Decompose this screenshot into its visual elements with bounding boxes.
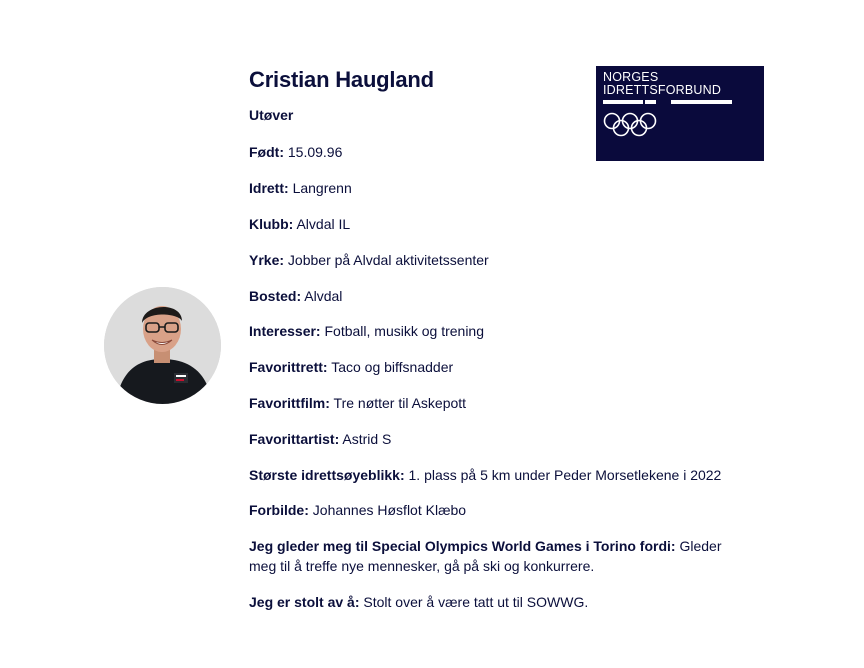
field-label: Klubb: xyxy=(249,216,294,232)
field-favorite-artist xyxy=(249,429,739,449)
field-label: Interesser: xyxy=(249,323,321,339)
field-club xyxy=(249,214,739,234)
athlete-name: Cristian Haugland xyxy=(249,67,434,92)
field-value: Alvdal IL xyxy=(296,216,351,232)
field-label: Yrke: xyxy=(249,252,285,268)
field-value: Astrid S xyxy=(342,431,392,447)
field-label: Største idrettsøyeblikk: xyxy=(249,467,405,483)
athlete-photo xyxy=(104,287,221,404)
field-value: 1. plass på 5 km under Peder Morsetlekene i 2022 xyxy=(408,467,722,483)
field-favorite-dish xyxy=(249,357,739,377)
field-value: Stolt over å være tatt ut til SOWWG. xyxy=(363,594,589,610)
field-interests xyxy=(249,321,739,341)
field-best-moment xyxy=(249,465,739,485)
field-label: Favorittartist: xyxy=(249,431,340,447)
field-sport xyxy=(249,178,739,198)
field-value: Taco og biffsnadder xyxy=(331,359,454,375)
field-label: Favorittfilm: xyxy=(249,395,330,411)
field-value: Langrenn xyxy=(292,180,352,196)
field-label: Jeg gleder meg til Special Olympics World Games i Torino fordi: xyxy=(249,538,676,554)
athlete-role: Utøver xyxy=(249,107,294,123)
field-residence xyxy=(249,286,739,306)
field-value: Jobber på Alvdal aktivitetssenter xyxy=(287,252,489,268)
field-label: Forbilde: xyxy=(249,502,309,518)
field-label: Idrett: xyxy=(249,180,289,196)
field-label: Jeg er stolt av å: xyxy=(249,594,360,610)
field-role-model xyxy=(249,500,739,520)
athlete-portrait-image xyxy=(104,287,221,404)
field-value: Gleder meg til å treffe nye mennesker, gå på ski og konkurrere. xyxy=(249,538,722,574)
logo-text-line-2: IDRETTSFORBUND xyxy=(603,83,722,97)
field-favorite-film xyxy=(249,393,739,413)
field-value: Alvdal xyxy=(304,288,343,304)
olympic-rings-icon xyxy=(603,111,659,139)
logo-text-line-1: NORGES xyxy=(603,70,659,84)
field-value: 15.09.96 xyxy=(287,144,343,160)
field-looking-forward xyxy=(249,536,739,576)
logo-bar xyxy=(603,100,643,104)
field-value: Fotball, musikk og trening xyxy=(324,323,485,339)
field-value: Johannes Høsflot Klæbo xyxy=(312,502,467,518)
logo-bar xyxy=(645,100,656,104)
field-label: Født: xyxy=(249,144,284,160)
field-label: Bosted: xyxy=(249,288,302,304)
field-occupation xyxy=(249,250,739,270)
norges-idrettsforbund-logo xyxy=(596,66,764,161)
field-value: Tre nøtter til Askepott xyxy=(333,395,467,411)
field-label: Favorittrett: xyxy=(249,359,328,375)
field-proud-of xyxy=(249,592,739,612)
logo-bar xyxy=(671,100,732,104)
